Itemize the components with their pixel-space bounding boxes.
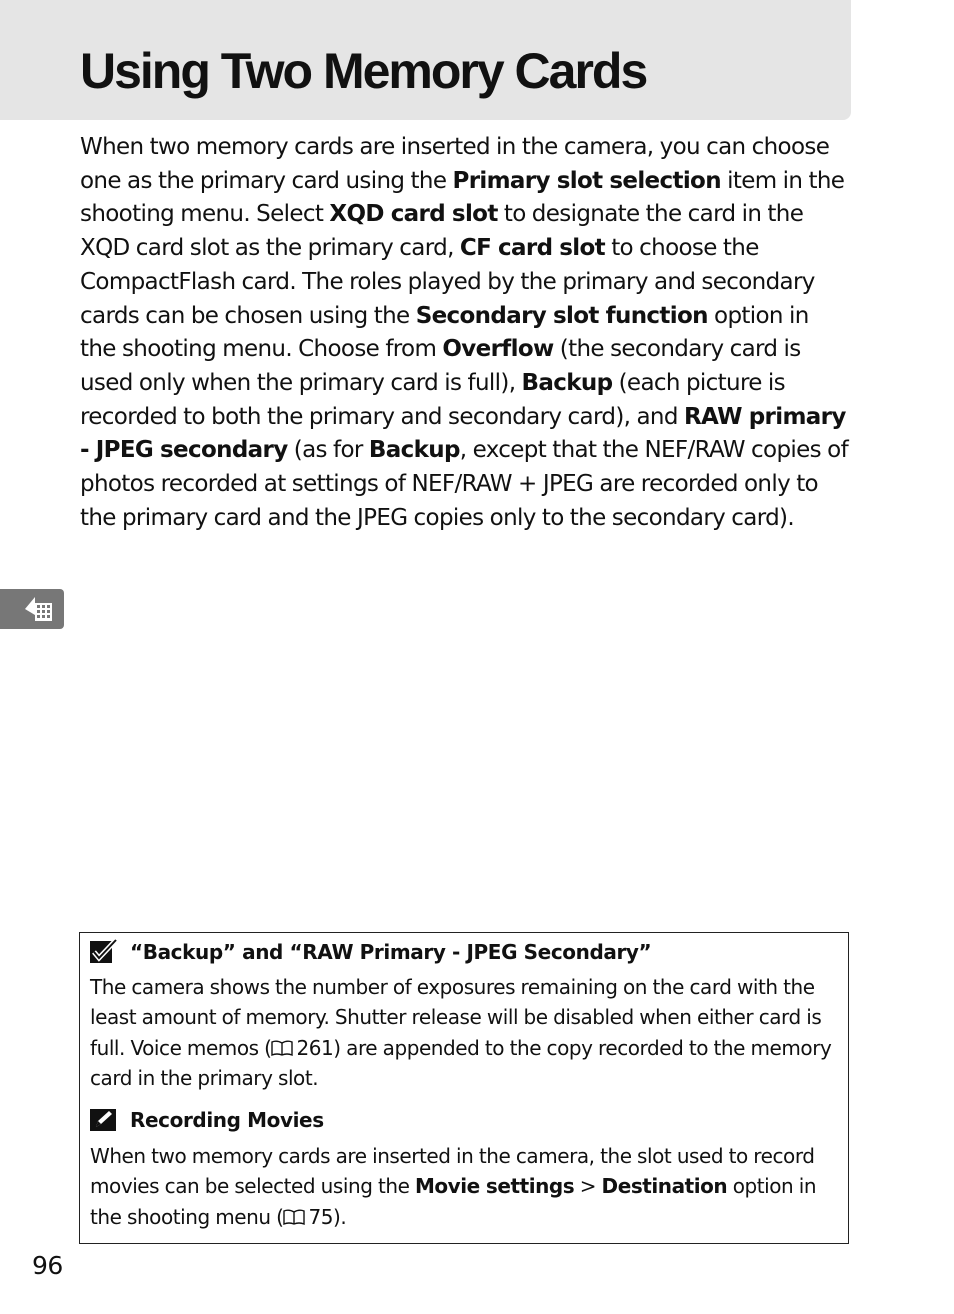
shooting-menu-icon [22,594,56,624]
text-run: When two memory cards are inserted in the camera, you can choose one as the primary card using the [80,134,830,194]
menu-term: CF card slot [459,235,606,262]
menu-term: Secondary slot function [415,302,708,329]
text-run: to choose the CompactFlash card. The roles played by the primary and secondary cards can be chosen using the [80,235,815,329]
note-body-movies [90,1141,842,1232]
text-run: option in the shooting menu. Choose from [80,302,809,363]
text-run: , except that the NEF/RAW copies of photos recorded at settings of NEF/RAW + JPEG are recorded only to the primary card and the JPEG copies only to the secondary card). [80,437,849,531]
text-run: to designate the card in the XQD card slot as the primary card, [80,201,804,262]
menu-term: Destination [601,1174,728,1199]
pencil-note-icon [90,1107,118,1133]
text-run: > [574,1174,602,1199]
book-reference-icon [271,1040,293,1056]
text-run: (the secondary card is used only when the primary card is full), [80,336,801,396]
text-run: option in the shooting menu ( [90,1174,817,1229]
section-tab[interactable] [0,589,64,629]
page-number: 96 [32,1251,63,1280]
menu-term: Backup [521,369,613,396]
text-run: When two memory cards are inserted in the camera, the slot used to record movies can be selected using the [90,1144,815,1199]
text-run: ). [333,1204,347,1229]
menu-term: Backup [368,437,460,464]
text-run: (each picture is recorded to both the primary and secondary card), and [80,369,785,430]
note-heading-backup [90,939,651,965]
page-title: Using Two Memory Cards [80,43,647,99]
note-heading-text: Recording Movies [130,1108,324,1132]
book-reference-icon [283,1209,305,1225]
text-run: ) are appended to the copy recorded to the memory card in the primary slot. [90,1035,832,1090]
page-reference[interactable]: 261 [296,1035,334,1060]
menu-term: RAW primary - JPEG secondary [80,403,846,464]
note-heading-movies [90,1107,324,1133]
note-heading-text: “Backup” and “RAW Primary - JPEG Secondary” [130,940,652,964]
text-run: The camera shows the number of exposures remaining on the card with the least amount of memory. Shutter release will be disabled when either card is full. Voice memos ( [90,975,822,1060]
main-paragraph [80,131,850,535]
checkmark-caution-icon [90,939,118,965]
menu-term: Primary slot selection [452,167,721,194]
menu-term: XQD card slot [329,201,498,228]
menu-term: Movie settings [414,1174,575,1199]
page-reference[interactable]: 75 [308,1204,333,1229]
text-run: item in the shooting menu. Select [80,167,845,228]
note-body-backup [90,972,842,1093]
notes-box [79,932,849,1244]
text-run: (as for [287,437,369,464]
menu-term: Overflow [442,336,554,363]
